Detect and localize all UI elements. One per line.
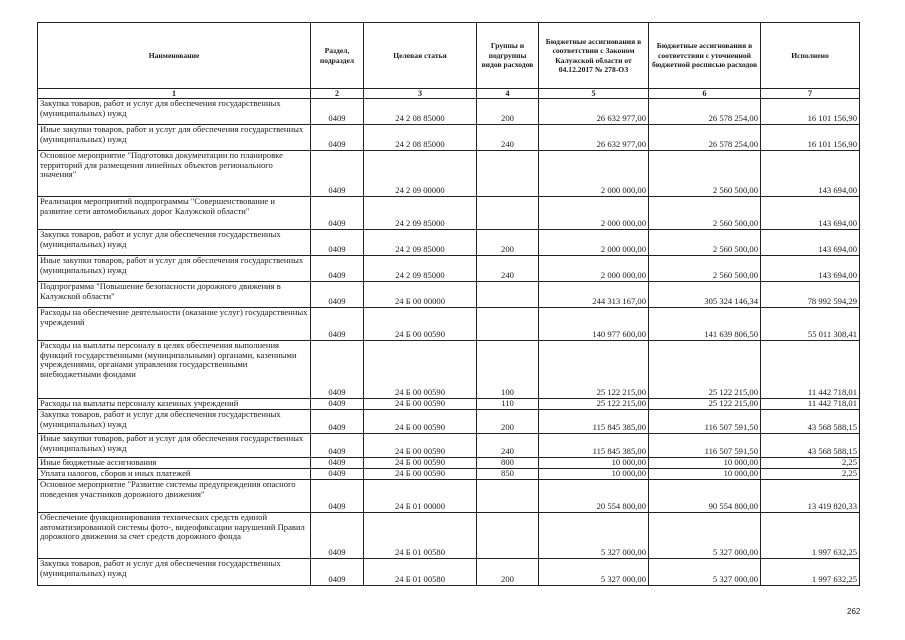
row-executed: 143 694,00: [761, 256, 860, 282]
row-name: Закупка товаров, работ и услуг для обеспечения государственных (муниципальных) нужд: [38, 559, 311, 586]
table-body: [38, 99, 860, 586]
row-article: 24 Б 01 00000: [364, 480, 477, 513]
row-executed: 1 997 632,25: [761, 559, 860, 586]
table-row: [38, 230, 860, 256]
row-executed: 43 568 588,15: [761, 434, 860, 458]
row-name: Основное мероприятие "Развитие системы предупреждения опасного поведения участников дорожного движения": [38, 480, 311, 513]
row-group: 800: [477, 458, 539, 469]
table-row: [38, 458, 860, 469]
row-executed: 143 694,00: [761, 151, 860, 197]
table-row: [38, 469, 860, 480]
row-section: 0409: [311, 434, 364, 458]
row-executed: 1 997 632,25: [761, 513, 860, 559]
header-refined: Бюджетные ассигнования в соответствии с уточненной бюджетной росписью расходов: [649, 23, 761, 89]
row-name: Иные закупки товаров, работ и услуг для обеспечения государственных (муниципальных) нужд: [38, 256, 311, 282]
table-row: [38, 256, 860, 282]
table-row: [38, 341, 860, 399]
row-section: 0409: [311, 469, 364, 480]
row-section: 0409: [311, 230, 364, 256]
row-executed: 2,25: [761, 458, 860, 469]
row-section: 0409: [311, 151, 364, 197]
row-article: 24 Б 01 00580: [364, 559, 477, 586]
row-law: 2 000 000,00: [539, 230, 649, 256]
row-name: Иные закупки товаров, работ и услуг для обеспечения государственных (муниципальных) нужд: [38, 125, 311, 151]
row-executed: 143 694,00: [761, 230, 860, 256]
row-law: 10 000,00: [539, 458, 649, 469]
row-executed: 13 419 820,33: [761, 480, 860, 513]
row-refined: 305 324 146,34: [649, 282, 761, 308]
row-section: 0409: [311, 308, 364, 341]
row-group: [477, 197, 539, 230]
row-law: 244 313 167,00: [539, 282, 649, 308]
row-section: 0409: [311, 559, 364, 586]
row-refined: 90 554 800,00: [649, 480, 761, 513]
row-refined: 116 507 591,50: [649, 410, 761, 434]
row-refined: 141 639 806,50: [649, 308, 761, 341]
table-row: [38, 434, 860, 458]
row-article: 24 Б 00 00590: [364, 399, 477, 410]
column-number-row: [38, 89, 860, 99]
header-executed: Исполнено: [761, 23, 860, 89]
row-group: 850: [477, 469, 539, 480]
table-row: [38, 410, 860, 434]
row-name: Реализация мероприятий подпрограммы "Совершенствование и развитие сети автомобильных дорог Калужской области": [38, 197, 311, 230]
row-article: 24 Б 00 00590: [364, 410, 477, 434]
row-law: 115 845 385,00: [539, 434, 649, 458]
column-number: 2: [311, 89, 364, 99]
header-law: Бюджетные ассигнования в соответствии с Законом Калужской области от 04.12.2017 № 278-ОЗ: [539, 23, 649, 89]
row-name: Основное мероприятие "Подготовка документации по планировке территорий для размещения линейных объектов регионального значения": [38, 151, 311, 197]
row-refined: 10 000,00: [649, 458, 761, 469]
column-number: 3: [364, 89, 477, 99]
row-name: Расходы на выплаты персоналу казенных учреждений: [38, 399, 311, 410]
row-law: 115 845 385,00: [539, 410, 649, 434]
column-number: 6: [649, 89, 761, 99]
table-row: [38, 513, 860, 559]
row-section: 0409: [311, 410, 364, 434]
row-refined: 26 578 254,00: [649, 125, 761, 151]
row-group: [477, 151, 539, 197]
row-law: 25 122 215,00: [539, 399, 649, 410]
row-name: Иные закупки товаров, работ и услуг для обеспечения государственных (муниципальных) нужд: [38, 434, 311, 458]
table-row: [38, 559, 860, 586]
table-row: [38, 308, 860, 341]
row-article: 24 Б 01 00580: [364, 513, 477, 559]
row-refined: 5 327 000,00: [649, 559, 761, 586]
row-executed: 11 442 718,01: [761, 341, 860, 399]
row-section: 0409: [311, 458, 364, 469]
table-row: [38, 99, 860, 125]
row-name: Подпрограмма "Повышение безопасности дорожного движения в Калужской области": [38, 282, 311, 308]
row-group: [477, 480, 539, 513]
row-group: 200: [477, 559, 539, 586]
row-group: 240: [477, 434, 539, 458]
row-name: Иные бюджетные ассигнования: [38, 458, 311, 469]
row-law: 26 632 977,00: [539, 125, 649, 151]
column-number: 1: [38, 89, 311, 99]
table-row: [38, 399, 860, 410]
row-refined: 25 122 215,00: [649, 341, 761, 399]
row-article: 24 2 09 85000: [364, 197, 477, 230]
row-article: 24 2 09 85000: [364, 256, 477, 282]
row-executed: 16 101 156,90: [761, 99, 860, 125]
row-law: 20 554 800,00: [539, 480, 649, 513]
row-group: 110: [477, 399, 539, 410]
row-article: 24 Б 00 00000: [364, 282, 477, 308]
row-article: 24 Б 00 00590: [364, 458, 477, 469]
table-row: [38, 282, 860, 308]
row-group: 200: [477, 99, 539, 125]
column-number: 4: [477, 89, 539, 99]
row-article: 24 Б 00 00590: [364, 341, 477, 399]
row-refined: 2 560 500,00: [649, 197, 761, 230]
row-name: Расходы на выплаты персоналу в целях обеспечения выполнения функций государственными (муниципальными) органами, казенными учреждениями, органами управления государственными внебюджетными фондами: [38, 341, 311, 399]
header-name: Наименование: [38, 23, 311, 89]
row-section: 0409: [311, 125, 364, 151]
row-group: 240: [477, 125, 539, 151]
row-article: 24 Б 00 00590: [364, 308, 477, 341]
page-number: 262: [847, 607, 861, 616]
row-group: 100: [477, 341, 539, 399]
row-law: 26 632 977,00: [539, 99, 649, 125]
row-section: 0409: [311, 256, 364, 282]
row-executed: 43 568 588,15: [761, 410, 860, 434]
row-section: 0409: [311, 197, 364, 230]
row-name: Расходы на обеспечение деятельности (оказание услуг) государственных учреждений: [38, 308, 311, 341]
row-group: 240: [477, 256, 539, 282]
table-row: [38, 197, 860, 230]
row-law: 10 000,00: [539, 469, 649, 480]
budget-table: [37, 22, 860, 586]
row-refined: 116 507 591,50: [649, 434, 761, 458]
header-group: Группы и подгруппы видов расходов: [477, 23, 539, 89]
column-number: 7: [761, 89, 860, 99]
row-law: 5 327 000,00: [539, 559, 649, 586]
row-article: 24 Б 00 00590: [364, 434, 477, 458]
row-section: 0409: [311, 99, 364, 125]
row-executed: 55 011 308,41: [761, 308, 860, 341]
table-row: [38, 151, 860, 197]
row-law: 2 000 000,00: [539, 197, 649, 230]
row-section: 0409: [311, 399, 364, 410]
row-law: 140 977 600,00: [539, 308, 649, 341]
row-refined: 2 560 500,00: [649, 256, 761, 282]
header-row: [38, 23, 860, 89]
row-name: Уплата налогов, сборов и иных платежей: [38, 469, 311, 480]
row-article: 24 2 08 85000: [364, 99, 477, 125]
row-name: Закупка товаров, работ и услуг для обеспечения государственных (муниципальных) нужд: [38, 99, 311, 125]
row-section: 0409: [311, 282, 364, 308]
row-executed: 78 992 594,29: [761, 282, 860, 308]
row-name: Обеспечение функционирования технических средств единой автоматизированной системы фото-, видеофиксации нарушений Правил дорожного движения за счет средств дорожного фонда: [38, 513, 311, 559]
row-article: 24 2 08 85000: [364, 125, 477, 151]
row-group: 200: [477, 230, 539, 256]
row-executed: 143 694,00: [761, 197, 860, 230]
row-law: 2 000 000,00: [539, 151, 649, 197]
row-refined: 2 560 500,00: [649, 151, 761, 197]
row-law: 2 000 000,00: [539, 256, 649, 282]
row-executed: 2,25: [761, 469, 860, 480]
row-group: [477, 513, 539, 559]
header-article: Целевая статья: [364, 23, 477, 89]
header-section: Раздел, подраздел: [311, 23, 364, 89]
column-number: 5: [539, 89, 649, 99]
row-refined: 2 560 500,00: [649, 230, 761, 256]
row-refined: 5 327 000,00: [649, 513, 761, 559]
row-refined: 25 122 215,00: [649, 399, 761, 410]
row-group: [477, 308, 539, 341]
row-executed: 11 442 718,01: [761, 399, 860, 410]
row-section: 0409: [311, 513, 364, 559]
row-article: 24 Б 00 00590: [364, 469, 477, 480]
table-row: [38, 125, 860, 151]
row-article: 24 2 09 85000: [364, 230, 477, 256]
row-section: 0409: [311, 341, 364, 399]
row-law: 5 327 000,00: [539, 513, 649, 559]
row-executed: 16 101 156,90: [761, 125, 860, 151]
row-group: 200: [477, 410, 539, 434]
row-group: [477, 282, 539, 308]
row-refined: 10 000,00: [649, 469, 761, 480]
row-name: Закупка товаров, работ и услуг для обеспечения государственных (муниципальных) нужд: [38, 410, 311, 434]
row-section: 0409: [311, 480, 364, 513]
table-row: [38, 480, 860, 513]
row-name: Закупка товаров, работ и услуг для обеспечения государственных (муниципальных) нужд: [38, 230, 311, 256]
row-refined: 26 578 254,00: [649, 99, 761, 125]
row-law: 25 122 215,00: [539, 341, 649, 399]
row-article: 24 2 09 00000: [364, 151, 477, 197]
